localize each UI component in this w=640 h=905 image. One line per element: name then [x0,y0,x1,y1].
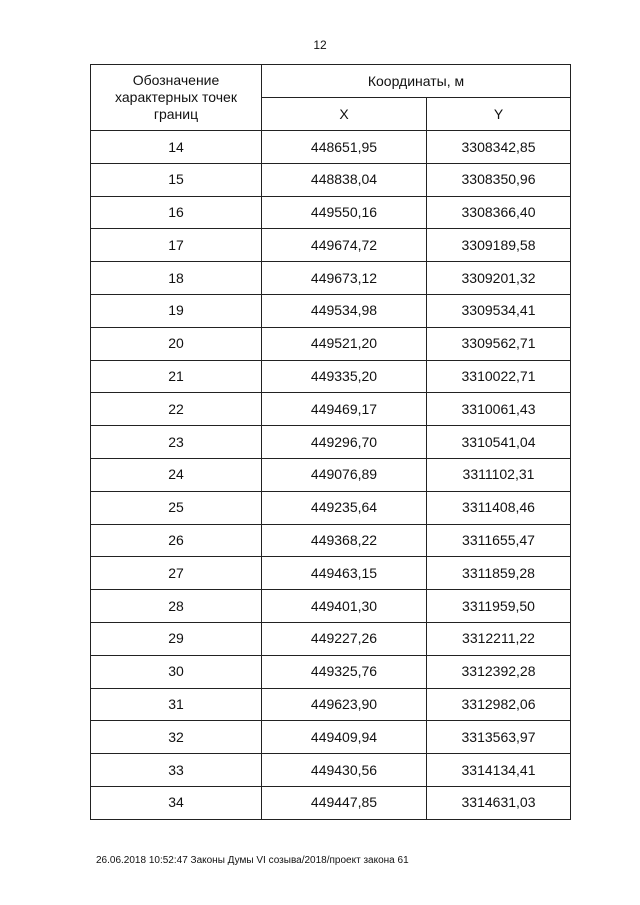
y-coordinate-cell: 3309201,32 [427,262,571,295]
table-row [91,294,571,327]
y-coordinate-cell: 3314631,03 [427,786,571,819]
table-row [91,786,571,819]
y-coordinate-cell: 3311959,50 [427,590,571,623]
table-row [91,688,571,721]
y-coordinate-cell: 3313563,97 [427,721,571,754]
table-row [91,458,571,491]
table-row [91,491,571,524]
x-coordinate-cell: 449076,89 [262,458,427,491]
table-row [91,426,571,459]
y-coordinate-cell: 3312982,06 [427,688,571,721]
point-cell: 31 [91,688,262,721]
point-cell: 29 [91,622,262,655]
point-cell: 34 [91,786,262,819]
x-column-header: X [262,98,427,131]
x-coordinate-cell: 449521,20 [262,327,427,360]
point-cell: 21 [91,360,262,393]
x-coordinate-cell: 449623,90 [262,688,427,721]
x-coordinate-cell: 449368,22 [262,524,427,557]
x-coordinate-cell: 449673,12 [262,262,427,295]
y-column-header: Y [427,98,571,131]
point-cell: 17 [91,229,262,262]
y-coordinate-cell: 3308366,40 [427,196,571,229]
point-cell: 27 [91,557,262,590]
point-cell: 16 [91,196,262,229]
table-row [91,754,571,787]
x-coordinate-cell: 449401,30 [262,590,427,623]
x-coordinate-cell: 449469,17 [262,393,427,426]
x-coordinate-cell: 449430,56 [262,754,427,787]
y-coordinate-cell: 3314134,41 [427,754,571,787]
y-coordinate-cell: 3311408,46 [427,491,571,524]
table-row [91,196,571,229]
table-header [91,65,571,131]
point-cell: 24 [91,458,262,491]
x-coordinate-cell: 449409,94 [262,721,427,754]
y-coordinate-cell: 3308342,85 [427,131,571,164]
point-cell: 18 [91,262,262,295]
y-coordinate-cell: 3311102,31 [427,458,571,491]
y-coordinate-cell: 3312211,22 [427,622,571,655]
point-cell: 22 [91,393,262,426]
y-coordinate-cell: 3310061,43 [427,393,571,426]
y-coordinate-cell: 3309562,71 [427,327,571,360]
y-coordinate-cell: 3308350,96 [427,163,571,196]
y-coordinate-cell: 3311859,28 [427,557,571,590]
point-cell: 26 [91,524,262,557]
x-coordinate-cell: 449447,85 [262,786,427,819]
table-row [91,229,571,262]
x-coordinate-cell: 449463,15 [262,557,427,590]
x-coordinate-cell: 449227,26 [262,622,427,655]
x-coordinate-cell: 449335,20 [262,360,427,393]
y-coordinate-cell: 3310022,71 [427,360,571,393]
point-cell: 28 [91,590,262,623]
point-cell: 23 [91,426,262,459]
table-row [91,393,571,426]
point-cell: 32 [91,721,262,754]
table-row [91,721,571,754]
table-row [91,622,571,655]
point-cell: 15 [91,163,262,196]
table-row [91,590,571,623]
point-cell: 20 [91,327,262,360]
x-coordinate-cell: 449534,98 [262,294,427,327]
point-cell: 25 [91,491,262,524]
point-cell: 33 [91,754,262,787]
table-row [91,524,571,557]
point-cell: 14 [91,131,262,164]
y-coordinate-cell: 3309534,41 [427,294,571,327]
x-coordinate-cell: 449296,70 [262,426,427,459]
table-body [91,131,571,820]
table-row [91,131,571,164]
footer-stamp: 26.06.2018 10:52:47 Законы Думы VI созыва/2018/проект закона 61 [96,855,409,866]
x-coordinate-cell: 449325,76 [262,655,427,688]
table-row [91,557,571,590]
point-cell: 30 [91,655,262,688]
y-coordinate-cell: 3312392,28 [427,655,571,688]
point-cell: 19 [91,294,262,327]
table-row [91,327,571,360]
y-coordinate-cell: 3309189,58 [427,229,571,262]
table-row [91,360,571,393]
table-row [91,163,571,196]
coordinates-table [90,64,571,820]
point-column-header: Обозначение характерных точек границ [91,65,262,131]
x-coordinate-cell: 449235,64 [262,491,427,524]
x-coordinate-cell: 448838,04 [262,163,427,196]
table-row [91,262,571,295]
page-number: 12 [313,38,327,52]
y-coordinate-cell: 3311655,47 [427,524,571,557]
x-coordinate-cell: 448651,95 [262,131,427,164]
x-coordinate-cell: 449674,72 [262,229,427,262]
coordinates-header: Координаты, м [262,65,571,98]
y-coordinate-cell: 3310541,04 [427,426,571,459]
table-row [91,655,571,688]
x-coordinate-cell: 449550,16 [262,196,427,229]
